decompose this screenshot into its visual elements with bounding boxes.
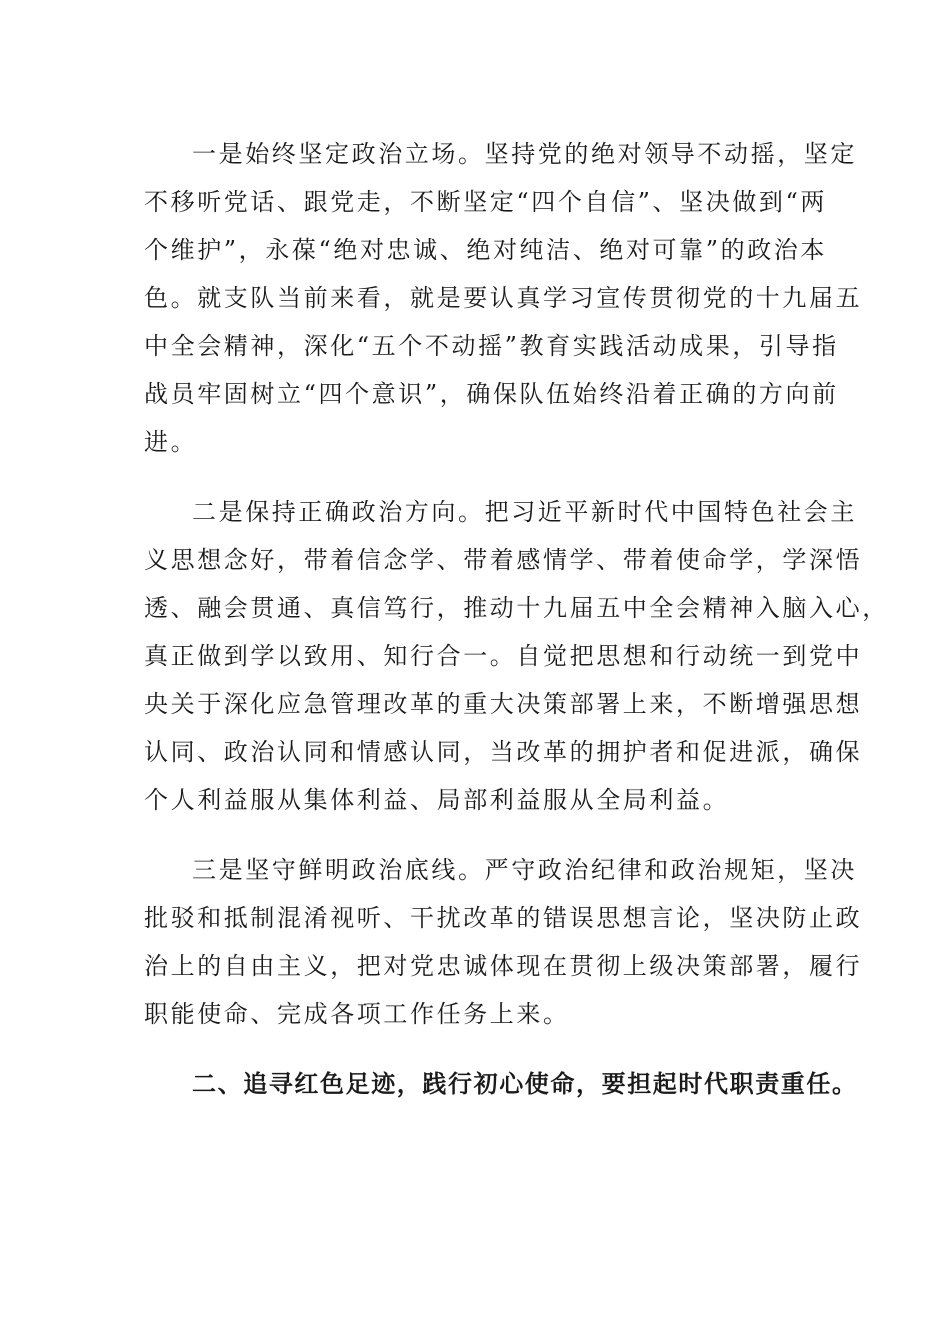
text-line: 进。 [144, 428, 198, 456]
text-line: 真正做到学以致用、知行合一。自觉把思想和行动统一到党中 [144, 642, 863, 670]
section-heading-text: 二、追寻红色足迹，践行初心使命，要担起时代职责重任。 [192, 1070, 858, 1098]
document-body [144, 130, 889, 1130]
text-line: 义思想念好，带着信念学、带着感情学、带着使命学，学深悟 [144, 546, 863, 574]
paragraph-political-stance [144, 130, 863, 466]
text-line: 一是始终坚定政治立场。坚持党的绝对领导不动摇，坚定 [192, 140, 857, 168]
section-heading [144, 1060, 858, 1108]
text-line: 批驳和抵制混淆视听、干扰改革的错误思想言论，坚决防止政 [144, 904, 863, 932]
text-line: 二是保持正确政治方向。把习近平新时代中国特色社会主 [192, 498, 857, 526]
text-line: 个人利益服从集体利益、局部利益服从全局利益。 [144, 786, 730, 814]
paragraph-political-direction [144, 488, 889, 824]
text-line: 认同、政治认同和情感认同，当改革的拥护者和促进派，确保 [144, 738, 863, 766]
text-line: 三是坚守鲜明政治底线。严守政治纪律和政治规矩，坚决 [192, 856, 857, 884]
text-line: 治上的自由主义，把对党忠诚体现在贯彻上级决策部署，履行 [144, 952, 863, 980]
text-line: 职能使命、完成各项工作任务上来。 [144, 1000, 570, 1028]
text-line: 不移听党话、跟党走，不断坚定“四个自信”、坚决做到“两 [144, 188, 828, 216]
text-line: 色。就支队当前来看，就是要认真学习宣传贯彻党的十九届五 [144, 284, 863, 312]
text-line: 透、融会贯通、真信笃行，推动十九届五中全会精神入脑入心， [144, 594, 889, 622]
text-line: 战员牢固树立“四个意识”，确保队伍始终沿着正确的方向前 [144, 380, 839, 408]
text-line: 中全会精神，深化“五个不动摇”教育实践活动成果，引导指 [144, 332, 839, 360]
text-line: 央关于深化应急管理改革的重大决策部署上来，不断增强思想 [144, 690, 863, 718]
text-line: 个维护”，永葆“绝对忠诚、绝对纯洁、绝对可靠”的政治本 [144, 236, 828, 264]
paragraph-political-bottom-line [144, 846, 863, 1038]
